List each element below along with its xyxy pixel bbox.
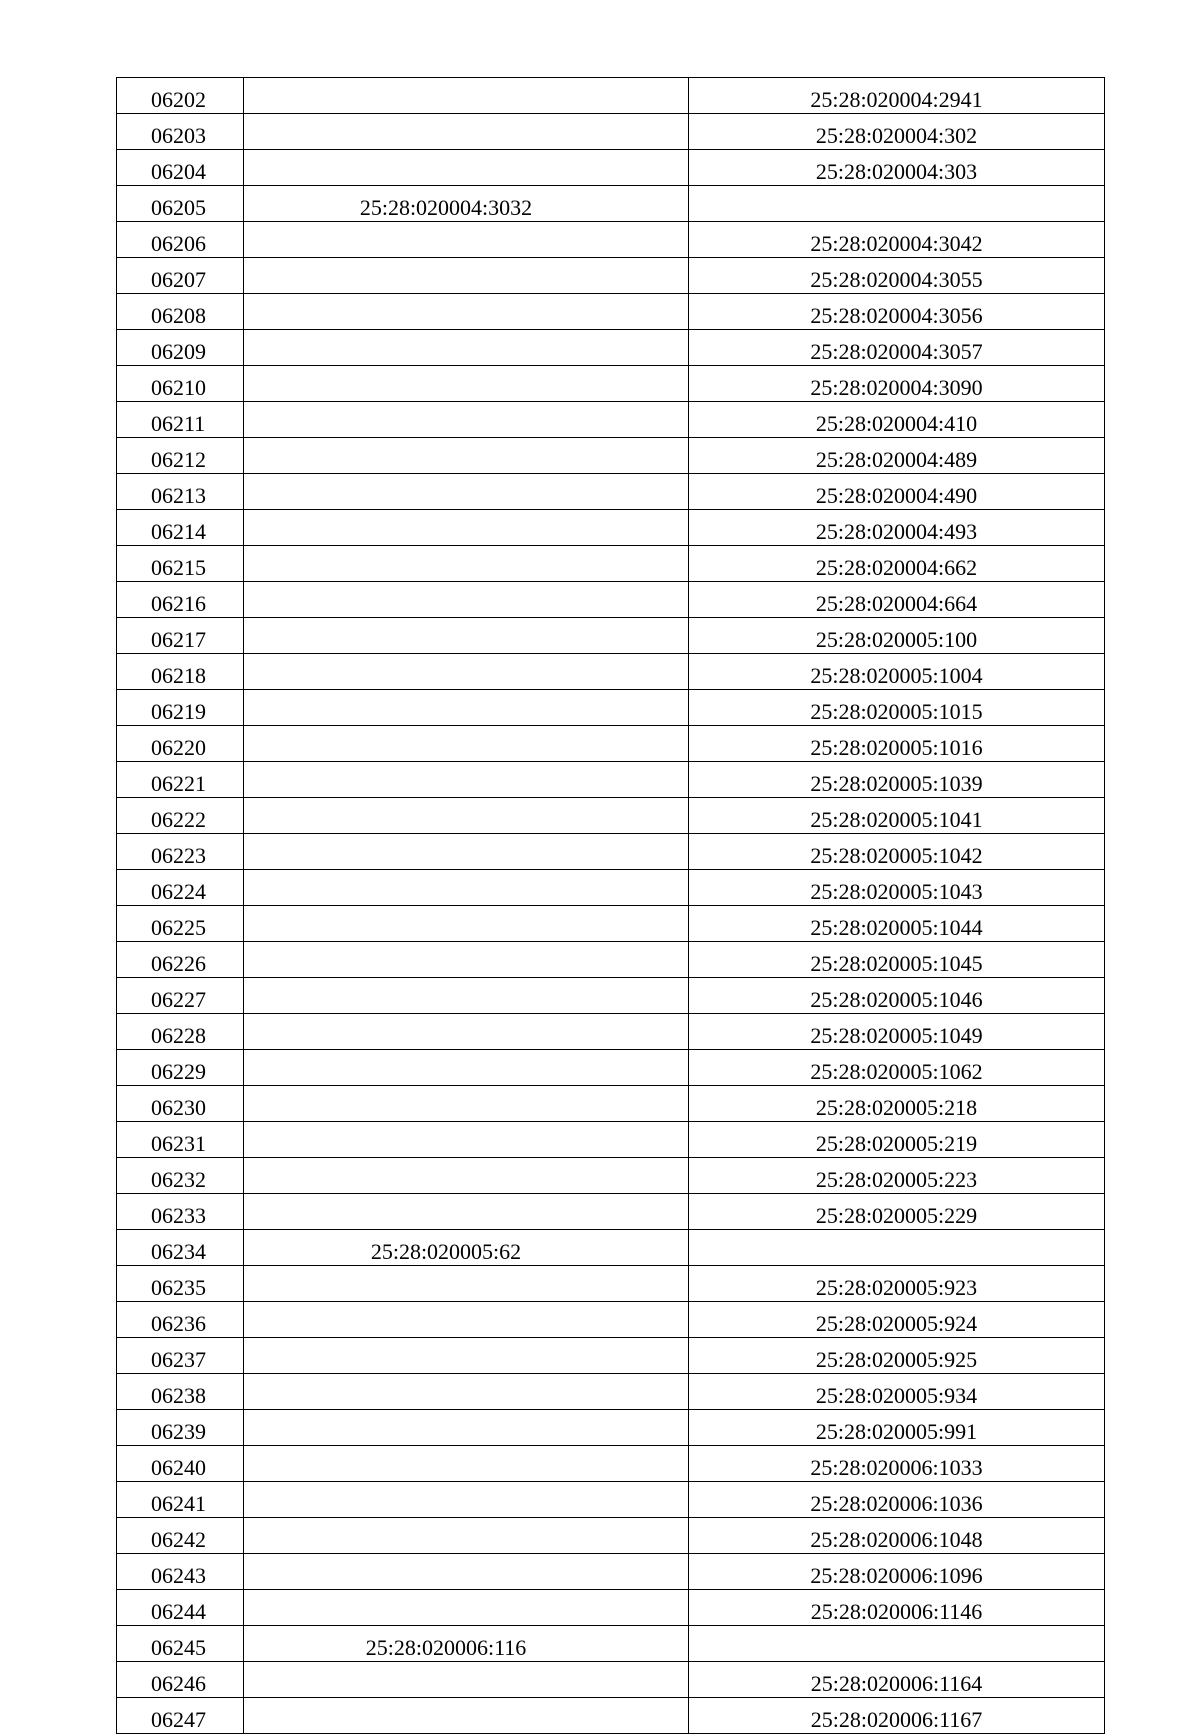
cadastral-number-cell-col2 bbox=[244, 942, 689, 978]
row-number-cell: 06235 bbox=[117, 1266, 244, 1302]
cadastral-number-cell-col3: 25:28:020006:1146 bbox=[689, 1590, 1105, 1626]
row-number-cell: 06230 bbox=[117, 1086, 244, 1122]
row-number-cell: 06211 bbox=[117, 402, 244, 438]
table-row bbox=[117, 1446, 1105, 1482]
cadastral-number-cell-col3: 25:28:020006:1048 bbox=[689, 1518, 1105, 1554]
cadastral-number-cell-col2 bbox=[244, 762, 689, 798]
cadastral-number-cell-col2 bbox=[244, 870, 689, 906]
cadastral-number-cell-col2 bbox=[244, 582, 689, 618]
table-row bbox=[117, 1482, 1105, 1518]
table-row bbox=[117, 654, 1105, 690]
table-row bbox=[117, 870, 1105, 906]
row-number-cell: 06222 bbox=[117, 798, 244, 834]
cadastral-number-cell-col2 bbox=[244, 1374, 689, 1410]
cadastral-numbers-table bbox=[116, 77, 1105, 1734]
cadastral-number-cell-col2 bbox=[244, 1302, 689, 1338]
cadastral-number-cell-col2 bbox=[244, 510, 689, 546]
table-row bbox=[117, 1086, 1105, 1122]
cadastral-number-cell-col2 bbox=[244, 1590, 689, 1626]
row-number-cell: 06214 bbox=[117, 510, 244, 546]
cadastral-number-cell-col2 bbox=[244, 1158, 689, 1194]
cadastral-number-cell-col3: 25:28:020005:218 bbox=[689, 1086, 1105, 1122]
row-number-cell: 06232 bbox=[117, 1158, 244, 1194]
row-number-cell: 06244 bbox=[117, 1590, 244, 1626]
row-number-cell: 06229 bbox=[117, 1050, 244, 1086]
table-row bbox=[117, 1302, 1105, 1338]
table-row bbox=[117, 438, 1105, 474]
cadastral-number-cell-col2: 25:28:020006:116 bbox=[244, 1626, 689, 1662]
cadastral-number-cell-col2 bbox=[244, 1122, 689, 1158]
cadastral-number-cell-col2 bbox=[244, 222, 689, 258]
row-number-cell: 06239 bbox=[117, 1410, 244, 1446]
row-number-cell: 06238 bbox=[117, 1374, 244, 1410]
row-number-cell: 06217 bbox=[117, 618, 244, 654]
row-number-cell: 06210 bbox=[117, 366, 244, 402]
cadastral-number-cell-col3: 25:28:020005:1015 bbox=[689, 690, 1105, 726]
cadastral-number-cell-col3: 25:28:020005:925 bbox=[689, 1338, 1105, 1374]
cadastral-number-cell-col3 bbox=[689, 1626, 1105, 1662]
row-number-cell: 06204 bbox=[117, 150, 244, 186]
table-row bbox=[117, 1338, 1105, 1374]
table-row bbox=[117, 294, 1105, 330]
row-number-cell: 06234 bbox=[117, 1230, 244, 1266]
table-row bbox=[117, 330, 1105, 366]
cadastral-number-cell-col2 bbox=[244, 294, 689, 330]
cadastral-number-cell-col3: 25:28:020005:1004 bbox=[689, 654, 1105, 690]
row-number-cell: 06233 bbox=[117, 1194, 244, 1230]
cadastral-number-cell-col3 bbox=[689, 186, 1105, 222]
row-number-cell: 06245 bbox=[117, 1626, 244, 1662]
table-row bbox=[117, 78, 1105, 114]
cadastral-number-cell-col2 bbox=[244, 402, 689, 438]
cadastral-number-cell-col2 bbox=[244, 690, 689, 726]
cadastral-number-cell-col3: 25:28:020006:1164 bbox=[689, 1662, 1105, 1698]
table-body bbox=[117, 78, 1105, 1734]
cadastral-number-cell-col3: 25:28:020004:3042 bbox=[689, 222, 1105, 258]
table-row bbox=[117, 1014, 1105, 1050]
cadastral-number-cell-col3: 25:28:020004:490 bbox=[689, 474, 1105, 510]
table-row bbox=[117, 366, 1105, 402]
cadastral-number-cell-col2 bbox=[244, 366, 689, 402]
cadastral-number-cell-col2 bbox=[244, 654, 689, 690]
cadastral-number-cell-col3: 25:28:020006:1033 bbox=[689, 1446, 1105, 1482]
table-row bbox=[117, 1374, 1105, 1410]
cadastral-number-cell-col3: 25:28:020005:223 bbox=[689, 1158, 1105, 1194]
table-row bbox=[117, 582, 1105, 618]
cadastral-number-cell-col3: 25:28:020004:410 bbox=[689, 402, 1105, 438]
cadastral-number-cell-col2 bbox=[244, 1014, 689, 1050]
cadastral-number-cell-col3: 25:28:020004:662 bbox=[689, 546, 1105, 582]
cadastral-number-cell-col3: 25:28:020004:303 bbox=[689, 150, 1105, 186]
cadastral-number-cell-col3: 25:28:020005:1042 bbox=[689, 834, 1105, 870]
table-row bbox=[117, 798, 1105, 834]
row-number-cell: 06241 bbox=[117, 1482, 244, 1518]
table-row bbox=[117, 474, 1105, 510]
row-number-cell: 06223 bbox=[117, 834, 244, 870]
row-number-cell: 06213 bbox=[117, 474, 244, 510]
cadastral-number-cell-col2 bbox=[244, 834, 689, 870]
row-number-cell: 06207 bbox=[117, 258, 244, 294]
table-row bbox=[117, 726, 1105, 762]
table-row bbox=[117, 906, 1105, 942]
row-number-cell: 06225 bbox=[117, 906, 244, 942]
cadastral-number-cell-col2 bbox=[244, 438, 689, 474]
cadastral-number-cell-col3: 25:28:020006:1096 bbox=[689, 1554, 1105, 1590]
cadastral-number-cell-col3: 25:28:020005:1045 bbox=[689, 942, 1105, 978]
row-number-cell: 06215 bbox=[117, 546, 244, 582]
cadastral-number-cell-col3: 25:28:020005:1044 bbox=[689, 906, 1105, 942]
cadastral-number-cell-col2 bbox=[244, 978, 689, 1014]
table-row bbox=[117, 114, 1105, 150]
cadastral-number-cell-col3: 25:28:020005:1041 bbox=[689, 798, 1105, 834]
table-row bbox=[117, 834, 1105, 870]
cadastral-number-cell-col2 bbox=[244, 1194, 689, 1230]
table-row bbox=[117, 1590, 1105, 1626]
cadastral-number-cell-col3: 25:28:020005:1062 bbox=[689, 1050, 1105, 1086]
row-number-cell: 06246 bbox=[117, 1662, 244, 1698]
cadastral-number-cell-col3: 25:28:020005:1049 bbox=[689, 1014, 1105, 1050]
row-number-cell: 06205 bbox=[117, 186, 244, 222]
table-row bbox=[117, 1194, 1105, 1230]
cadastral-number-cell-col3: 25:28:020005:229 bbox=[689, 1194, 1105, 1230]
row-number-cell: 06220 bbox=[117, 726, 244, 762]
cadastral-number-cell-col2 bbox=[244, 1266, 689, 1302]
table-row bbox=[117, 942, 1105, 978]
cadastral-number-cell-col2 bbox=[244, 726, 689, 762]
cadastral-number-cell-col3: 25:28:020005:1046 bbox=[689, 978, 1105, 1014]
cadastral-number-cell-col2 bbox=[244, 1086, 689, 1122]
cadastral-number-cell-col2 bbox=[244, 78, 689, 114]
row-number-cell: 06209 bbox=[117, 330, 244, 366]
cadastral-number-cell-col3: 25:28:020005:1043 bbox=[689, 870, 1105, 906]
row-number-cell: 06240 bbox=[117, 1446, 244, 1482]
cadastral-number-cell-col3: 25:28:020005:923 bbox=[689, 1266, 1105, 1302]
cadastral-number-cell-col2 bbox=[244, 1482, 689, 1518]
row-number-cell: 06247 bbox=[117, 1698, 244, 1734]
row-number-cell: 06212 bbox=[117, 438, 244, 474]
row-number-cell: 06227 bbox=[117, 978, 244, 1014]
table-row bbox=[117, 1554, 1105, 1590]
cadastral-number-cell-col2 bbox=[244, 1698, 689, 1734]
cadastral-number-cell-col3: 25:28:020005:1039 bbox=[689, 762, 1105, 798]
cadastral-number-cell-col2 bbox=[244, 258, 689, 294]
cadastral-number-cell-col2 bbox=[244, 1662, 689, 1698]
row-number-cell: 06236 bbox=[117, 1302, 244, 1338]
cadastral-number-cell-col3: 25:28:020004:2941 bbox=[689, 78, 1105, 114]
cadastral-number-cell-col2 bbox=[244, 474, 689, 510]
cadastral-number-cell-col3: 25:28:020004:3055 bbox=[689, 258, 1105, 294]
cadastral-number-cell-col3: 25:28:020005:100 bbox=[689, 618, 1105, 654]
row-number-cell: 06226 bbox=[117, 942, 244, 978]
table-row bbox=[117, 1230, 1105, 1266]
cadastral-number-cell-col2 bbox=[244, 906, 689, 942]
cadastral-number-cell-col2 bbox=[244, 1518, 689, 1554]
cadastral-number-cell-col2 bbox=[244, 1446, 689, 1482]
table-row bbox=[117, 1698, 1105, 1734]
row-number-cell: 06221 bbox=[117, 762, 244, 798]
table-row bbox=[117, 1266, 1105, 1302]
cadastral-number-cell-col2 bbox=[244, 1410, 689, 1446]
table-row bbox=[117, 762, 1105, 798]
cadastral-number-cell-col2 bbox=[244, 546, 689, 582]
table-row bbox=[117, 690, 1105, 726]
table-row bbox=[117, 978, 1105, 1014]
cadastral-number-cell-col3: 25:28:020006:1036 bbox=[689, 1482, 1105, 1518]
cadastral-number-cell-col2: 25:28:020005:62 bbox=[244, 1230, 689, 1266]
table-row bbox=[117, 1626, 1105, 1662]
cadastral-number-cell-col3: 25:28:020004:3057 bbox=[689, 330, 1105, 366]
row-number-cell: 06237 bbox=[117, 1338, 244, 1374]
cadastral-number-cell-col3: 25:28:020004:664 bbox=[689, 582, 1105, 618]
row-number-cell: 06228 bbox=[117, 1014, 244, 1050]
cadastral-number-cell-col3: 25:28:020004:3056 bbox=[689, 294, 1105, 330]
row-number-cell: 06243 bbox=[117, 1554, 244, 1590]
cadastral-number-cell-col3: 25:28:020005:219 bbox=[689, 1122, 1105, 1158]
cadastral-number-cell-col2 bbox=[244, 150, 689, 186]
row-number-cell: 06203 bbox=[117, 114, 244, 150]
table-row bbox=[117, 546, 1105, 582]
row-number-cell: 06208 bbox=[117, 294, 244, 330]
table-row bbox=[117, 618, 1105, 654]
cadastral-number-cell-col2 bbox=[244, 618, 689, 654]
cadastral-number-cell-col3: 25:28:020005:1016 bbox=[689, 726, 1105, 762]
cadastral-number-cell-col3 bbox=[689, 1230, 1105, 1266]
table-row bbox=[117, 1518, 1105, 1554]
table-row bbox=[117, 150, 1105, 186]
row-number-cell: 06202 bbox=[117, 78, 244, 114]
cadastral-number-cell-col2 bbox=[244, 330, 689, 366]
cadastral-number-cell-col3: 25:28:020004:489 bbox=[689, 438, 1105, 474]
cadastral-number-cell-col3: 25:28:020004:493 bbox=[689, 510, 1105, 546]
cadastral-number-cell-col2 bbox=[244, 1338, 689, 1374]
row-number-cell: 06224 bbox=[117, 870, 244, 906]
cadastral-number-cell-col2: 25:28:020004:3032 bbox=[244, 186, 689, 222]
cadastral-number-cell-col2 bbox=[244, 1050, 689, 1086]
cadastral-number-cell-col3: 25:28:020005:924 bbox=[689, 1302, 1105, 1338]
cadastral-number-cell-col3: 25:28:020004:302 bbox=[689, 114, 1105, 150]
cadastral-number-cell-col2 bbox=[244, 114, 689, 150]
cadastral-number-cell-col3: 25:28:020006:1167 bbox=[689, 1698, 1105, 1734]
table-row bbox=[117, 1122, 1105, 1158]
cadastral-number-cell-col2 bbox=[244, 1554, 689, 1590]
table-row bbox=[117, 222, 1105, 258]
cadastral-number-cell-col3: 25:28:020004:3090 bbox=[689, 366, 1105, 402]
row-number-cell: 06216 bbox=[117, 582, 244, 618]
cadastral-number-cell-col3: 25:28:020005:934 bbox=[689, 1374, 1105, 1410]
table-row bbox=[117, 402, 1105, 438]
cadastral-number-cell-col2 bbox=[244, 798, 689, 834]
table-row bbox=[117, 1158, 1105, 1194]
row-number-cell: 06242 bbox=[117, 1518, 244, 1554]
row-number-cell: 06231 bbox=[117, 1122, 244, 1158]
row-number-cell: 06206 bbox=[117, 222, 244, 258]
cadastral-number-cell-col3: 25:28:020005:991 bbox=[689, 1410, 1105, 1446]
table-row bbox=[117, 1050, 1105, 1086]
row-number-cell: 06218 bbox=[117, 654, 244, 690]
table-row bbox=[117, 510, 1105, 546]
table-row bbox=[117, 186, 1105, 222]
table-row bbox=[117, 1410, 1105, 1446]
table-row bbox=[117, 1662, 1105, 1698]
row-number-cell: 06219 bbox=[117, 690, 244, 726]
table-row bbox=[117, 258, 1105, 294]
